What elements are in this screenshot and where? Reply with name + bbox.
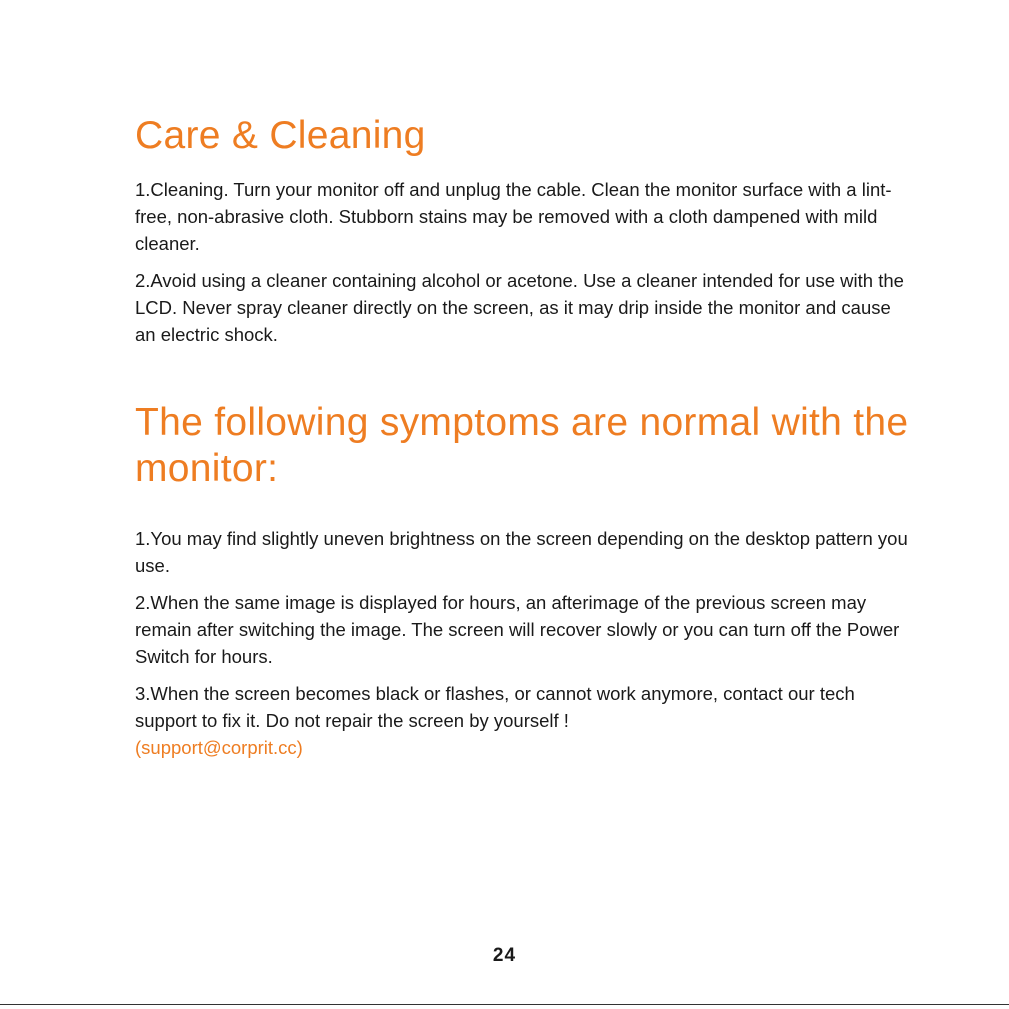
care-paragraph-1: 1.Cleaning. Turn your monitor off and unplug the cable. Clean the monitor surface with a lint-free, non-abrasive cloth. Stubborn stains may be removed with a cloth dampened with mild cleaner. <box>135 179 892 254</box>
support-email-link[interactable]: (support@corprit.cc) <box>135 737 303 758</box>
care-cleaning-heading: Care & Cleaning <box>135 114 426 157</box>
symptom-paragraph-3-text: 3.When the screen becomes black or flashes, or cannot work anymore, contact our tech support to fix it. Do not repair the screen by yourself ! <box>135 683 855 731</box>
care-paragraph-2: 2.Avoid using a cleaner containing alcohol or acetone. Use a cleaner intended for use with the LCD. Never spray cleaner directly on the screen, as it may drip inside the monitor and cause an electric shock. <box>135 270 904 345</box>
bottom-divider <box>0 1004 1009 1005</box>
symptom-paragraph-3 <box>135 680 915 761</box>
symptom-paragraph-2: 2.When the same image is displayed for hours, an afterimage of the previous screen may remain after switching the image. The screen will recover slowly or you can turn off the Power Switch for hours. <box>135 592 900 667</box>
symptoms-body <box>135 525 915 771</box>
care-cleaning-body <box>135 176 915 358</box>
page-number: 24 <box>492 945 517 966</box>
symptom-paragraph-1: 1.You may find slightly uneven brightness on the screen depending on the desktop pattern you use. <box>135 528 908 576</box>
symptoms-heading: The following symptoms are normal with the monitor: <box>135 401 909 490</box>
